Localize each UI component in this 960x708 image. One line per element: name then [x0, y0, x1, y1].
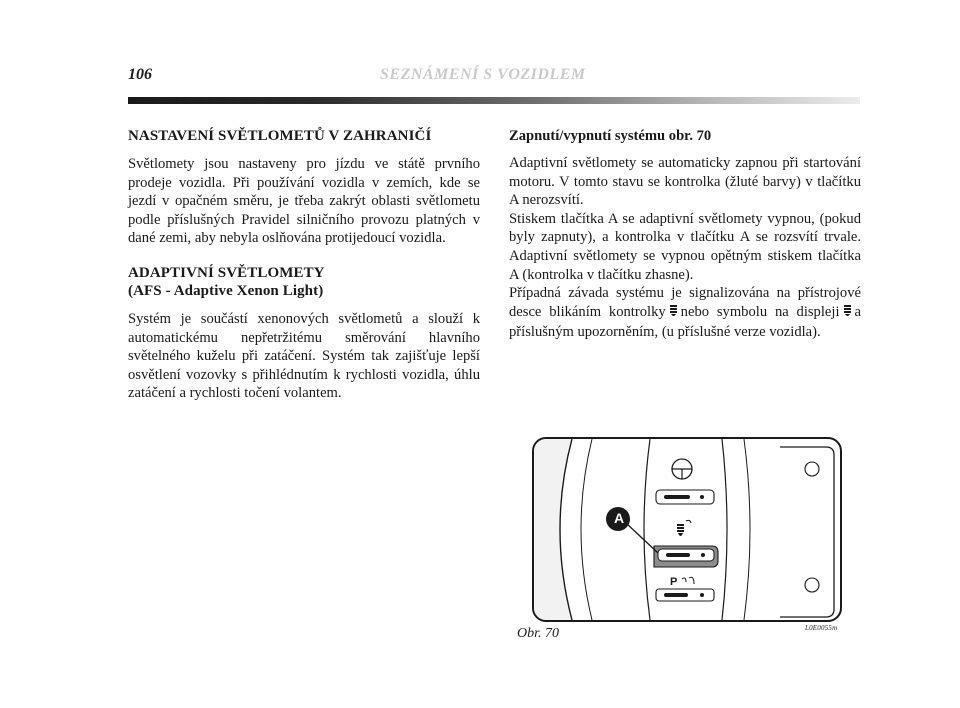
section-heading-afs-line2: (AFS - Adaptive Xenon Light) — [128, 282, 324, 299]
parking-sensor-icon: P — [670, 576, 678, 588]
paragraph-fault — [509, 284, 861, 342]
section-heading-afs — [128, 264, 480, 300]
header-rule — [128, 97, 860, 104]
page-number: 106 — [128, 66, 152, 83]
section-heading-headlights-abroad: NASTAVENÍ SVĚTLOMETŮ V ZAHRANIČÍ — [128, 128, 432, 144]
left-column — [128, 127, 480, 403]
afs-display-icon — [843, 304, 852, 324]
fault-text-3: a příslušným upozorněním, (u příslušné verze vozidla). — [509, 303, 861, 341]
afs-symbol-icon — [677, 520, 691, 536]
figure-code: L0E0055m — [805, 624, 838, 632]
figure-afs-button — [532, 437, 842, 622]
callout-a-label: A — [613, 510, 625, 526]
figure-caption: Obr. 70 — [517, 626, 560, 641]
running-title: SEZNÁMENÍ S VOZIDLEM — [380, 66, 586, 83]
fault-text-2: nebo symbolu na displeji — [680, 303, 840, 320]
paragraph-auto-on: Adaptivní světlomety se automaticky zapnou při startování motoru. V tomto stavu se kontrolka (žluté barvy) v tlačítku A nerozsvítí. — [509, 155, 861, 209]
fault-text-1: Případná závada systému je signalizována na přístrojové desce blikáním kontrolky — [509, 285, 861, 320]
figure-illustration — [534, 439, 840, 620]
paragraph-headlights-abroad: Světlomety jsou nastaveny pro jízdu ve státě prvního prodeje vozidla. Při používání vozidla v zemích, kde se jezdí v opačném směru, je třeba zakrýt oblasti světlometu podle příslušných Pravidel silničního provozu platných v dané zemi, aby nebyla oslňována protijedoucí vozidla. — [128, 156, 480, 247]
afs-button — [654, 546, 718, 567]
afs-warning-icon — [669, 304, 678, 324]
subheading-afs-switch: Zapnutí/vypnutí systému obr. 70 — [509, 128, 712, 144]
section-heading-afs-line1: ADAPTIVNÍ SVĚTLOMETY — [128, 264, 325, 281]
paragraph-afs: Systém je součástí xenonových světlometů a slouží k automatickému nepřetržitému směrování hlavního světelného kuželu při zatáčení. Systém tak zajišťuje lepší osvětlení vozovky s přihlédnutím k rychlosti vozidla, úhlu zatáčení a rychlosti točení volantem. — [128, 310, 480, 402]
right-column — [509, 127, 861, 342]
paragraph-button-a: Stiskem tlačítka A se adaptivní světlomety vypnou, (pokud byly zapnuty), a kontrolka v tlačítku A se rozsvítí trvale. Adaptivní světlomety se vypnou opětným stiskem tlačítka A (kontrolka v tlačítku zhasne). — [509, 210, 861, 283]
